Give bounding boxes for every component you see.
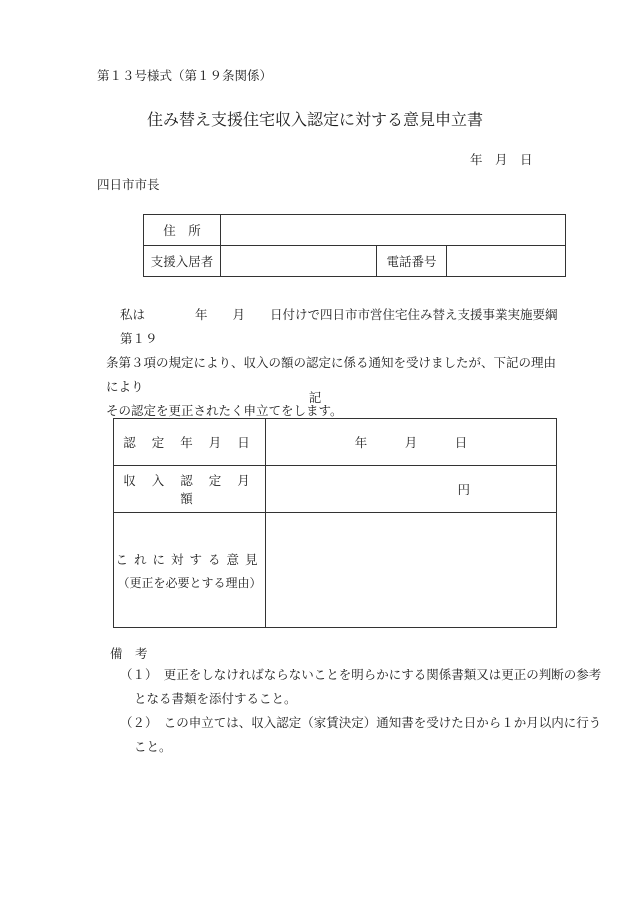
body-line: 条第３項の規定により、収入の額の認定に係る通知を受けましたが、下記の理由により <box>106 355 557 394</box>
opinion-field[interactable] <box>266 513 557 628</box>
submission-date: 年 月 日 <box>470 152 533 167</box>
addressee: 四日市市長 <box>97 177 160 192</box>
remark-2-line-1: （２） この申立ては、収入認定（家賃決定）通知書を受けた日から１か月以内に行う <box>120 715 602 730</box>
ki-heading: 記 <box>308 390 322 405</box>
remarks-heading: 備 考 <box>110 646 148 661</box>
address-label: 住 所 <box>144 215 221 246</box>
recognition-date-value[interactable]: 年 月 日 <box>266 419 557 466</box>
remark-2-line-2: こと。 <box>134 739 172 754</box>
opinion-label-cell <box>114 513 266 628</box>
form-number: 第１３号様式（第１９条関係） <box>97 68 273 83</box>
recognition-date-label: 認 定 年 月 日 <box>114 419 266 466</box>
body-line: 私は 年 月 日付けで四日市市営住宅住み替え支援事業実施要綱第１９ <box>120 307 558 346</box>
address-field[interactable] <box>221 215 566 246</box>
remark-1-line-2: となる書類を添付すること。 <box>134 691 297 706</box>
page-title: 住み替え支援住宅収入認定に対する意見申立書 <box>146 110 483 129</box>
income-value[interactable]: 円 <box>266 466 557 513</box>
opinion-sub-label: （更正を必要とする理由） <box>117 575 262 590</box>
applicant-table <box>143 214 566 277</box>
detail-table <box>113 418 557 628</box>
phone-field[interactable] <box>447 246 566 277</box>
remark-1-line-1: （１） 更正をしなければならないことを明らかにする関係書類又は更正の判断の参考 <box>120 667 602 682</box>
body-line: その認定を更正されたく申立てをします。 <box>106 403 343 418</box>
income-label: 収 入 認 定 月 額 <box>114 466 266 513</box>
opinion-label: これに対する意見 <box>115 551 264 567</box>
tenant-field[interactable] <box>221 246 377 277</box>
tenant-label: 支援入居者 <box>144 246 221 277</box>
phone-label: 電話番号 <box>377 246 447 277</box>
